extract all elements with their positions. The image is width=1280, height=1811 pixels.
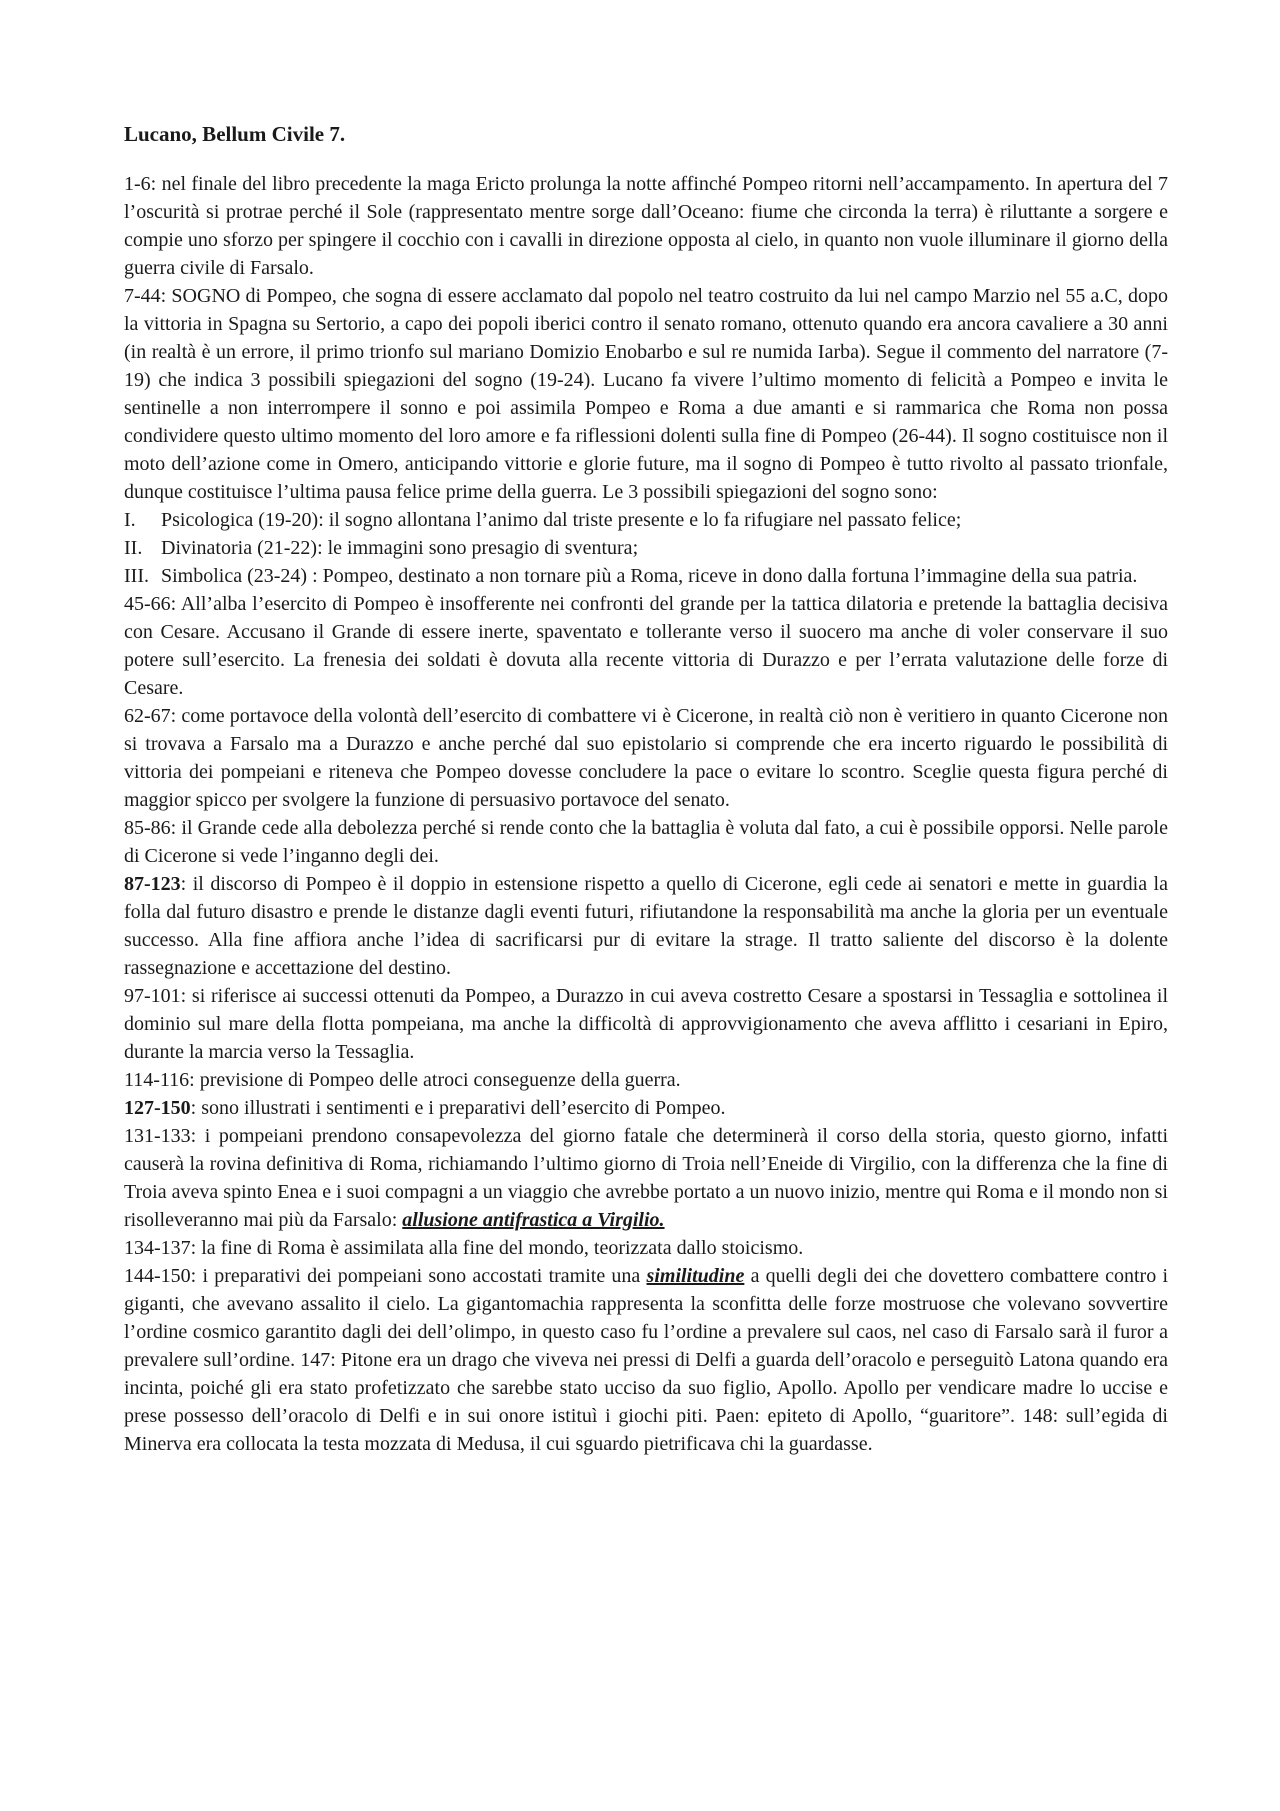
paragraph-114-116: 114-116: previsione di Pompeo delle atroci conseguenze della guerra. [124, 1069, 681, 1091]
paragraph-62-67: 62-67: come portavoce della volontà dell’esercito di combattere vi è Cicerone, in realtà ciò non è veritiero in quanto Cicerone non si trovava a Farsalo ma a Durazzo e anche perché dal suo epistolario si comprende che era incerto riguardo le possibilità di vittoria dei pompeiani e riteneva che Pompeo dovesse concludere la pace o evitare lo scontro. Sceglie questa figura perché di maggior spicco per svolgere la funzione di persuasivo portavoce del senato. [124, 705, 1168, 811]
document-page [124, 120, 1168, 1458]
paragraph-text: : il discorso di Pompeo è il doppio in estensione rispetto a quello di Cicerone, egli cede ai senatori e mette in guardia la folla dal futuro disastro e prende le distanze dagli eventi futuri, rifiutandone la responsabilità ma anche la gloria per un eventuale successo. Alla fine affiora anche l’idea di sacrificarsi pur di evitare la strage. Il tratto saliente del discorso è la dolente rassegnazione e accettazione del destino. [124, 873, 1168, 979]
dream-explanations-list [124, 506, 1168, 590]
paragraph-45-66: 45-66: All’alba l’esercito di Pompeo è insofferente nei confronti del grande per la tattica dilatoria e pretende la battaglia decisiva con Cesare. Accusano il Grande di essere inerte, spaventato e tollerante verso il suocero ma anche di voler conservare il suo potere sull’esercito. La frenesia dei soldati è dovuta alla recente vittoria di Durazzo e per l’errata valutazione delle forze di Cesare. [124, 593, 1168, 699]
paragraph-text: 144-150: i preparativi dei pompeiani sono accostati tramite una [124, 1265, 647, 1287]
paragraph-97-101: 97-101: si riferisce ai successi ottenuti da Pompeo, a Durazzo in cui aveva costretto Cesare a spostarsi in Tessaglia e sottolinea il dominio sul mare della flotta pompeiana, ma anche la difficoltà di approvvigionamento che aveva afflitto i cesariani in Epiro, durante la marcia verso la Tessaglia. [124, 985, 1168, 1063]
document-title: Lucano, Bellum Civile 7. [124, 122, 346, 146]
list-item-number: I. [124, 509, 136, 531]
list-item-text: Psicologica (19-20): il sogno allontana l’animo dal triste presente e lo fa rifugiare nel passato felice; [161, 509, 962, 531]
list-item-text: Divinatoria (21-22): le immagini sono presagio di sventura; [161, 537, 639, 559]
paragraph-text: 131-133: i pompeiani prendono consapevolezza del giorno fatale che determinerà il corso della storia, questo giorno, infatti causerà la rovina definitiva di Roma, richiamando l’ultimo giorno di Troia nell’Eneide di Virgilio, con la differenza che la fine di Troia aveva spinto Enea e i suoi compagni a un viaggio che avrebbe portato a un nuovo inizio, mentre qui Roma e il mondo non si risolleveranno mai più da Farsalo: [124, 1125, 1168, 1231]
paragraph-87-123 [124, 870, 1168, 982]
paragraph-7-44: 7-44: SOGNO di Pompeo, che sogna di essere acclamato dal popolo nel teatro costruito da lui nel campo Marzio nel 55 a.C, dopo la vittoria in Spagna su Sertorio, a capo dei popoli iberici contro il senato romano, ottenuto quando era ancora cavaliere a 30 anni (in realtà è un errore, il primo trionfo sul mariano Domizio Enobarbo e sul re numida Iarba). Segue il commento del narratore (7-19) che indica 3 possibili spiegazioni del sogno (19-24). Lucano fa vivere l’ultimo momento di felicità a Pompeo e invita le sentinelle a non interrompere il sonno e poi assimila Pompeo e Roma a due amanti e si rammarica che Roma non possa condividere questo ultimo momento del loro amore e fa riflessioni dolenti sulla fine di Pompeo (26-44). Il sogno costituisce non il moto dell’azione come in Omero, anticipando vittorie e glorie future, ma il sogno di Pompeo è tutto rivolto al passato trionfale, dunque costituisce l’ultima pausa felice prime della guerra. Le 3 possibili spiegazioni del sogno sono: [124, 285, 1168, 503]
paragraph-134-137: 134-137: la fine di Roma è assimilata alla fine del mondo, teorizzata dallo stoicismo. [124, 1237, 804, 1259]
paragraph-127-150 [124, 1094, 1168, 1122]
paragraph-text: a quelli degli dei che dovettero combattere contro i giganti, che avevano assalito il cielo. La gigantomachia rappresenta la sconfitta delle forze mostruose che volevano sovvertire l’ordine cosmico garantito dagli dei dell’olimpo, in questo caso fu l’ordine a prevalere sul caos, nel caso di Farsalo sarà il furor a prevalere sull’ordine. 147: Pitone era un drago che viveva nei pressi di Delfi a guarda dell’oracolo e perseguitò Latona quando era incinta, poiché gli era stato profetizzato che sarebbe stato ucciso da suo figlio, Apollo. Apollo per vendicare madre lo uccise e prese possesso dell’oracolo di Delfi e in sui onore istituì i giochi piti. Paen: epiteto di Apollo, “guaritore”. 148: sull’egida di Minerva era collocata la testa mozzata di Medusa, il cui sguardo pietrificava chi la guardasse. [124, 1265, 1169, 1455]
paragraph-1-6: 1-6: nel finale del libro precedente la maga Ericto prolunga la notte affinché Pompeo ritorni nell’accampamento. In apertura del 7 l’oscurità si protrae perché il Sole (rappresentato mentre sorge dall’Oceano: fiume che circonda la terra) è riluttante a sorgere e compie uno sforzo per spingere il cocchio con i cavalli in direzione opposta al cielo, in quanto non vuole illuminare il giorno della guerra civile di Farsalo. [124, 173, 1168, 279]
list-item [124, 506, 1168, 534]
emphasis-allusione: allusione antifrastica a Virgilio. [402, 1209, 665, 1231]
list-item [124, 534, 1168, 562]
paragraph-144-150 [124, 1262, 1168, 1458]
verse-range-bold: 87-123 [124, 873, 181, 895]
list-item-number: III. [124, 565, 149, 587]
paragraph-131-133 [124, 1122, 1168, 1234]
list-item-text: Simbolica (23-24) : Pompeo, destinato a non tornare più a Roma, riceve in dono dalla fortuna l’immagine della sua patria. [161, 565, 1138, 587]
list-item [124, 562, 1168, 590]
emphasis-similitudine: similitudine [646, 1265, 745, 1287]
verse-range-bold: 127-150 [124, 1097, 191, 1119]
list-item-number: II. [124, 537, 143, 559]
paragraph-85-86: 85-86: il Grande cede alla debolezza perché si rende conto che la battaglia è voluta dal fato, a cui è possibile opporsi. Nelle parole di Cicerone si vede l’inganno degli dei. [124, 817, 1168, 867]
paragraph-text: : sono illustrati i sentimenti e i preparativi dell’esercito di Pompeo. [190, 1097, 726, 1119]
